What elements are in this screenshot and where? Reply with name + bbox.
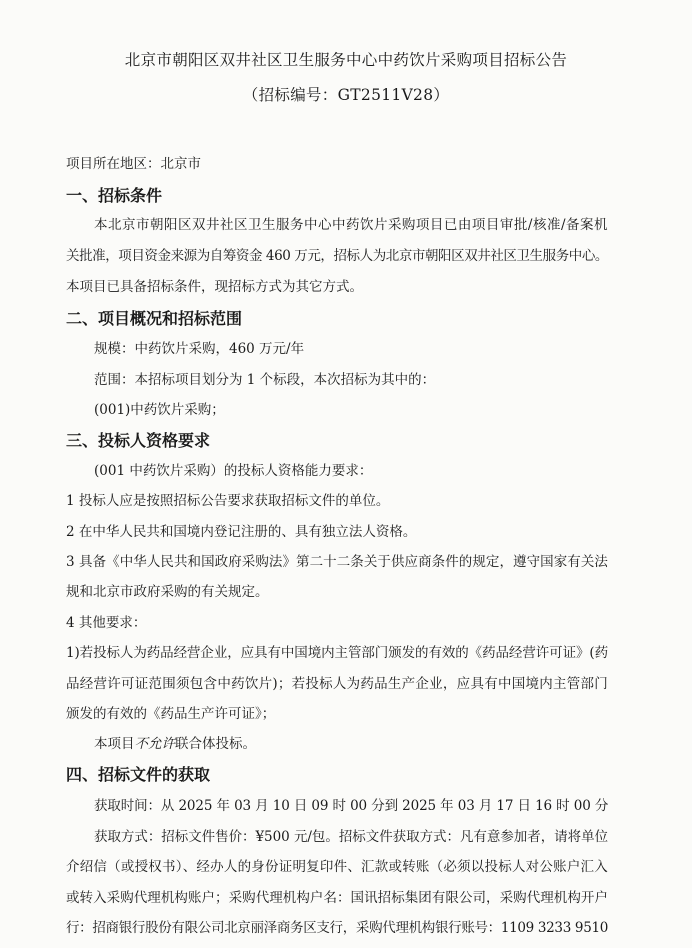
conditions-line-1: 本北京市朝阳区双井社区卫生服务中心中药饮片采购项目已由项目审批/核准/备案机 (94, 217, 608, 233)
acquisition-method-line-2: 介绍信（或授权书）、经办人的身份证明复印件、汇款或转账（必须以投标人对公账户汇入 (66, 859, 608, 875)
acquisition-method-line-1: 获取方式：招标文件售价：¥500 元/包。招标文件获取方式：凡有意参加者，请将单位 (94, 829, 608, 845)
requirement-4: 4 其他要求： (66, 615, 147, 631)
other-requirement-line-3: 颁发的有效的《药品生产许可证》； (66, 706, 276, 722)
acquisition-time: 获取时间：从 2025 年 03 月 10 日 09 时 00 分到 2025 年 03 月 17 日 16 时 00 分 (94, 798, 609, 814)
consortium-not-allowed: 不允许 (134, 736, 175, 752)
acquisition-method-line-3: 或转入采购代理机构账户；采购代理机构户名：国讯招标集团有限公司，采购代理机构开户 (66, 890, 608, 906)
section-heading-overview: 二、项目概况和招标范围 (66, 309, 243, 328)
overview-scale: 规模：中药饮片采购，460 万元/年 (94, 341, 305, 357)
consortium-statement (94, 732, 256, 752)
section-heading-conditions: 一、招标条件 (66, 186, 163, 205)
overview-lot: (001)中药饮片采购； (94, 402, 225, 418)
bid-number: （招标编号：GT2511V28） (242, 86, 450, 104)
section-heading-qualifications: 三、投标人资格要求 (66, 431, 211, 450)
requirement-3-line-1: 3 具备《中华人民共和国政府采购法》第二十二条关于供应商条件的规定，遵守国家有关法 (66, 554, 608, 570)
overview-scope: 范围：本招标项目划分为 1 个标段，本次招标为其中的： (94, 372, 436, 388)
requirement-2: 2 在中华人民共和国境内登记注册的、具有独立法人资格。 (66, 524, 417, 540)
conditions-line-3: 本项目已具备招标条件，现招标方式为其它方式。 (66, 279, 363, 295)
qualifications-intro: (001 中药饮片采购）的投标人资格能力要求： (94, 463, 373, 479)
requirement-3-line-2: 规和北京市政府采购的有关规定。 (66, 584, 269, 600)
document-title: 北京市朝阳区双井社区卫生服务中心中药饮片采购项目招标公告 (124, 51, 568, 69)
consortium-pre: 本项目 (94, 736, 135, 752)
project-location: 项目所在地区：北京市 (66, 156, 201, 172)
requirement-1: 1 投标人应是按照招标公告要求获取招标文件的单位。 (66, 493, 390, 509)
acquisition-method-line-4: 行：招商银行股份有限公司北京丽泽商务区支行，采购代理机构银行账号：1109 3233 9510 (66, 920, 608, 936)
other-requirement-line-2: 品经营许可证范围须包含中药饮片)；若投标人为药品生产企业，应具有中国境内主管部门 (66, 676, 608, 692)
consortium-post: 联合体投标。 (175, 736, 256, 752)
other-requirement-line-1: 1)若投标人为药品经营企业，应具有中国境内主管部门颁发的有效的《药品经营许可证》(药 (66, 645, 608, 661)
section-heading-acquisition: 四、招标文件的获取 (66, 765, 211, 784)
conditions-line-2: 关批准，项目资金来源为自筹资金 460 万元，招标人为北京市朝阳区双井社区卫生服务中心。 (66, 248, 608, 264)
